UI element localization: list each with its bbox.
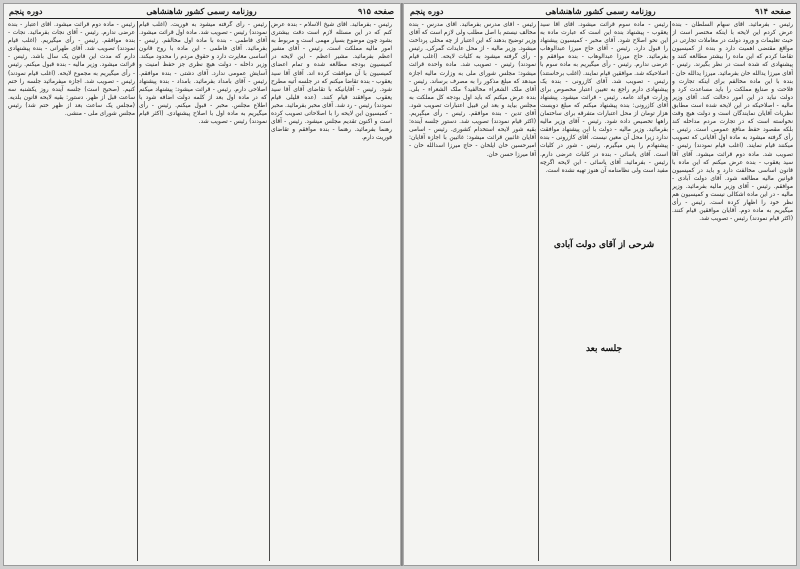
left-page (3, 3, 400, 566)
left-page-number: صفحه ۹۱۵ (358, 6, 394, 16)
column-text: رئیس - رأی گرفته میشود به فوریت. (اغلب قیام نمودند) رئیس - تصویب شد. ماده اول قرائت میشود. آقای فاطمی - بنده با ماده اول مخالفم. رئیس - بفرمائید. آقای فاطمی - این ماده با روح قانون اساسی مغایرت دارد و حقوق مردم را محدود میکند. وزیر داخله - دولت هیچ نظری جز حفظ امنیت و آسایش عمومی ندارد. آقای دشتی - بنده موافقم. رئیس - آقای بامداد بفرمائید. بامداد - بنده پیشنهاد اصلاحی دارم. رئیس - قرائت میشود: پیشنهاد میکنم که در ماده اول بعد از کلمه دولت اضافه شود با اطلاع مجلس. مخبر - قبول میکنم. رئیس - رأی میگیریم به ماده اول با اصلاح پیشنهادی. (اکثر قیام نمودند) رئیس - تصویب شد. (139, 22, 267, 126)
left-column-3 (8, 21, 135, 561)
column-text: رئیس - ماده دوم قرائت میشود. آقای اعتبار - بنده عرضی ندارم. رئیس - آقای نجات بفرمائید. نجات - بنده موافقم. رئیس - رأی میگیریم. (اغلب قیام نمودند) تصویب شد. آقای طهرانی - بنده پیشنهادی دارم که مدت این قانون یک سال باشد. رئیس - قرائت میشود. وزیر مالیه - بنده قبول میکنم. رئیس - رأی میگیریم به مجموع لایحه. (اغلب قیام نمودند) رئیس - تصویب شد. اجازه میفرمائید جلسه را ختم کنیم. (صحیح است) جلسه آینده روز یکشنبه سه ساعت قبل از ظهر. دستور: بقیه لایحه قانون بلدیه. (مجلس یک ساعت بعد از ظهر ختم شد) رئیس مجلس شورای ملی - منشی. (8, 22, 135, 118)
section-heading: جلسه بعد (544, 343, 664, 355)
right-header-date: دوره پنجم (410, 6, 444, 16)
column-text: رئیس - ماده سوم قرائت میشود. آقای آقا سید یعقوب - پیشنهاد بنده این است که عبارت ماده به این نحو اصلاح شود. آقای مخبر - کمیسیون پیشنهاد را قبول دارد. رئیس - آقای حاج میرزا عبدالوهاب بفرمائید. حاج میرزا عبدالوهاب - بنده موافقم و عرضی ندارم. رئیس - رأی میگیریم به ماده سوم با اصلاحیکه شد. موافقین قیام نمایند. (اغلب برخاستند) رئیس - تصویب شد. آقای کازرونی - بنده یک پیشنهادی دارم راجع به تعیین اعتبار مخصوص برای وزارت فوائد عامه. رئیس - قرائت میشود. پیشنهاد آقای کازرونی: بنده پیشنهاد میکنم که مبلغ دویست هزار تومان از محل اعتبارات متفرقه برای ساختمان راهها تخصیص داده شود. رئیس - آقای وزیر مالیه بفرمائید. وزیر مالیه - دولت با این پیشنهاد موافقت ندارد زیرا محل آن معین نیست. آقای کازرونی - بنده پیشنهادم را پس میگیرم. رئیس - شور در کلیات است. آقای یاسائی - بنده در کلیات عرضی دارم. رئیس - بفرمائید. آقای یاسائی - این لایحه اگرچه مفید است ولی نظامنامه آن هنوز تهیه نشده است. (540, 22, 668, 174)
column-rule (137, 21, 138, 561)
right-column-2 (540, 21, 668, 561)
column-rule (538, 21, 539, 561)
column-text: رئیس - بفرمائید. آقای شیخ الاسلام - بنده عرض کنم که در این مسئله لازم است دقت بیشتری بشود چون موضوع بسیار مهمی است و مربوط به امور مالیه مملکت است. رئیس - آقای مشیر اعظم بفرمائید. مشیر اعظم - این لایحه در کمیسیون بودجه مطالعه شده و تمام اعضای کمیسیون با آن موافقت کرده اند. آقای آقا سید یعقوب - بنده تقاضا میکنم که در جلسه آتیه مطرح شود. رئیس - آقایانیکه با تقاضای آقای آقا سید یعقوب موافقند قیام کنند. (عده قلیلی قیام نمودند) رئیس - رد شد. آقای مخبر بفرمائید. مخبر - کمیسیون این لایحه را با اصلاحاتی تصویب کرده است و اکنون تقدیم مجلس میشود. رئیس - آقای رهنما بفرمائید. رهنما - بنده موافقم و تقاضای فوریت دارم. (271, 22, 392, 142)
section-heading: شرحی از آقای دولت آبادی (544, 239, 664, 251)
left-header-title: روزنامه رسمی کشور شاهنشاهی (146, 6, 257, 16)
left-column-2 (139, 21, 267, 561)
page-gutter (400, 3, 404, 566)
left-header-date: دوره پنجم (9, 6, 43, 16)
right-header-title: روزنامه رسمی کشور شاهنشاهی (545, 6, 656, 16)
left-page-header (9, 6, 394, 19)
right-page-header (410, 6, 791, 19)
column-text: رئیس - بفرمائید. آقای سهام السلطان - بنده عرض کردم این لایحه با اینکه مختصر است از حیث تعلیمات و ورود دولت در معاملات تجارتی در مواقع مقتضی اهمیت دارد و بنده از کمیسیون تقاضا کردم که این ماده را بیشتر مطالعه کنند و پیشنهادی که شده است در نظر بگیرند. رئیس - آقای میرزا یدالله خان بفرمائید. میرزا یدالله خان - بنده با این ماده مخالفم برای اینکه تجارت و فلاحت و صنایع مملکت را باید مساعدت کرد و دولت نباید در این امور دخالت کند. آقای وزیر مالیه - اصلاحیکه در این لایحه شده است مطابق نظریات آقایان نمایندگان است و دولت هیچ وقت نخواسته است که در تجارت مردم مداخله کند بلکه مقصود حفظ منافع عمومی است. رئیس - رأی گرفته میشود به ماده اول آقایانی که تصویب میکنند قیام نمایند. (اغلب قیام نمودند) رئیس - تصویب شد. ماده دوم قرائت میشود. آقای آقا سید یعقوب - بنده عرض میکنم که این ماده با قانون اساسی مخالفت دارد و باید در کمیسیون قوانین مالیه مطالعه شود. آقای دولت آبادی - موافقم. رئیس - آقای وزیر مالیه بفرمائید. وزیر مالیه - در این ماده اشکالی نیست و کمیسیون هم نظر خود را اظهار کرده است. رئیس - رأی میگیریم به ماده دوم. آقایان موافقین قیام کنند. (اکثر قیام نمودند) رئیس - تصویب شد. (672, 22, 793, 223)
column-text: رئیس - آقای مدرس بفرمائید. آقای مدرس - بنده مخالف نیستم با اصل مطلب ولی لازم است که آقای وزیر توضیح بدهند که این اعتبار از چه محلی پرداخت میشود. وزیر مالیه - از محل عایدات گمرکی. رئیس - رأی گرفته میشود به کلیات لایحه. (اغلب قیام نمودند) رئیس - تصویب شد. ماده واحده قرائت میشود: مجلس شورای ملی به وزارت مالیه اجازه میدهد که مبلغ مذکور را به مصرف برساند. رئیس - آقای ملک الشعراء مخالفید؟ ملک الشعراء - بلی. بنده عرض میکنم که باید اول بودجه کل مملکت به مجلس بیاید و بعد این قبیل اعتبارات تصویب شود. آقای تدین - بنده موافقم. رئیس - رأی میگیریم. (اکثر قیام نمودند) تصویب شد. دستور جلسه آینده: بقیه شور لایحه استخدام کشوری. رئیس - اسامی آقایان غائبین قرائت میشود: غائبین با اجازه آقایان: امیرحسین خان ایلخان - حاج میرزا اسدالله خان - آقا میرزا حسن خان. (409, 22, 536, 158)
right-column-3 (409, 21, 536, 561)
left-column-1 (271, 21, 392, 561)
right-page-number: صفحه ۹۱۴ (755, 6, 791, 16)
column-rule (670, 21, 671, 561)
right-page (404, 3, 797, 566)
newspaper-spread (3, 3, 797, 566)
right-column-1 (672, 21, 793, 561)
column-rule (269, 21, 270, 561)
